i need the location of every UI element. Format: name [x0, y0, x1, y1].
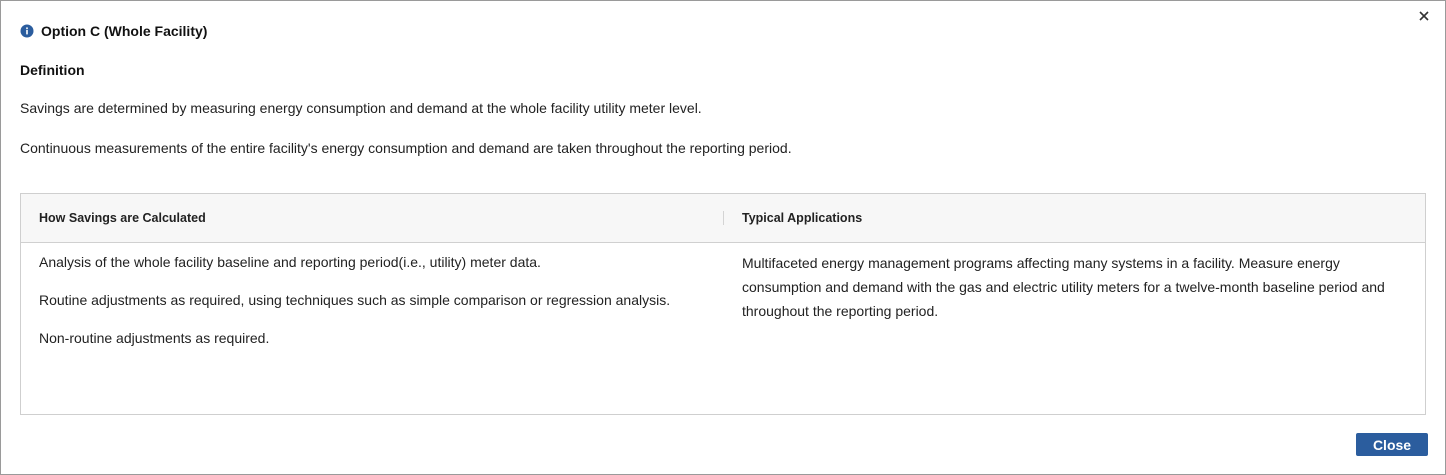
list-item: Analysis of the whole facility baseline and reporting period(i.e., utility) meter data. [39, 254, 541, 270]
list-item: Non-routine adjustments as required. [39, 330, 270, 346]
table-cell-how-savings [39, 252, 719, 366]
definition-heading: Definition [20, 62, 85, 78]
close-button[interactable]: Close [1356, 433, 1428, 456]
dialog-title-row [20, 22, 207, 40]
close-icon[interactable] [1417, 9, 1431, 23]
table-header-row [21, 194, 1425, 243]
info-icon [20, 24, 34, 38]
definition-paragraph: Savings are determined by measuring energy consumption and demand at the whole facility utility meter level. [20, 100, 702, 116]
column-header-typical-applications: Typical Applications [742, 211, 863, 225]
savings-table [20, 193, 1426, 415]
column-divider [723, 211, 724, 225]
column-header-how-savings: How Savings are Calculated [39, 211, 206, 225]
table-cell-typical-applications: Multifaceted energy management programs affecting many systems in a facility. Measure energy consumption and demand with the gas and electric utility meters for a twelve-month baseline period and throughout the reporting period. [742, 255, 1385, 319]
dialog-title: Option C (Whole Facility) [41, 23, 208, 39]
definition-paragraph: Continuous measurements of the entire facility's energy consumption and demand are taken throughout the reporting period. [20, 140, 792, 156]
list-item: Routine adjustments as required, using techniques such as simple comparison or regression analysis. [39, 292, 671, 308]
